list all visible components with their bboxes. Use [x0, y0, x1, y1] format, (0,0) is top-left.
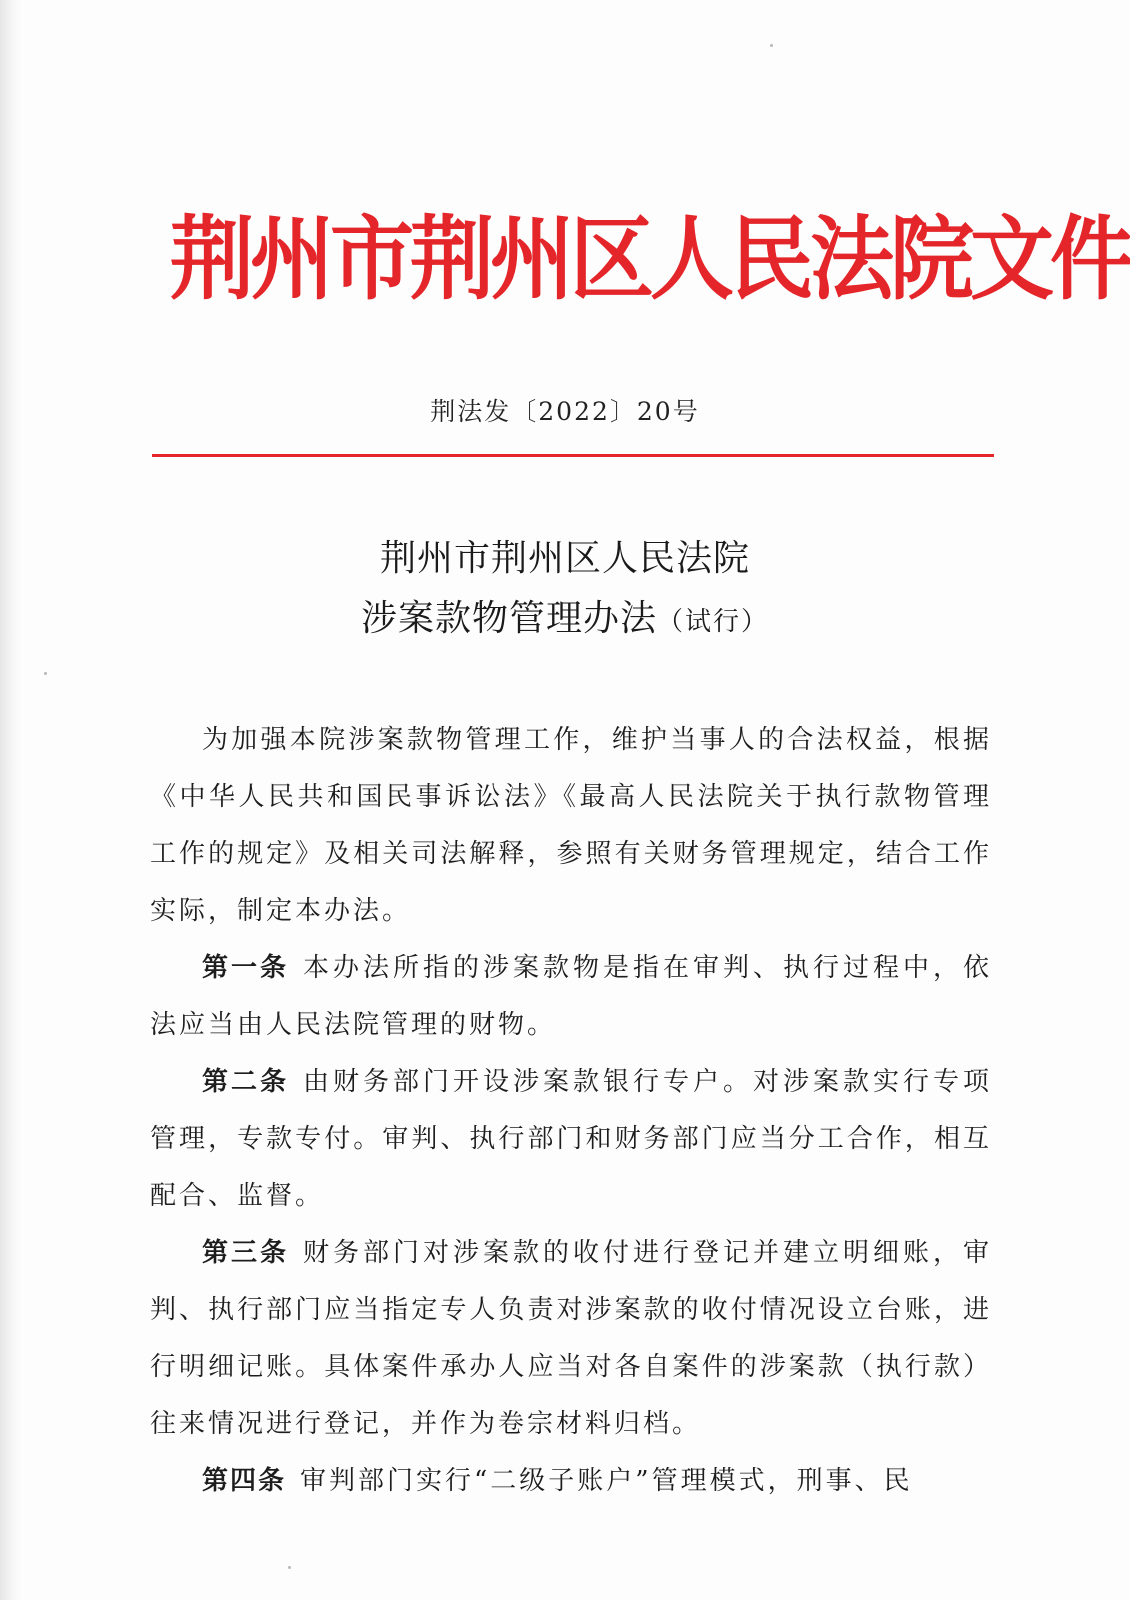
- article-2: [150, 1054, 992, 1225]
- article-text: 审判部门实行“二级子账户”管理模式，刑事、民: [300, 1466, 913, 1496]
- article-text: 由财务部门开设涉案款银行专户。对涉案款实行专项管理，专款专付。审判、执行部门和财务部门应当分工合作，相互配合、监督。: [150, 1067, 992, 1211]
- article-text: 本办法所指的涉案款物是指在审判、执行过程中，依法应当由人民法院管理的财物。: [150, 953, 992, 1040]
- article-4: [150, 1453, 992, 1510]
- document-title-suffix: （试行）: [657, 607, 770, 637]
- article-label: 第二条: [202, 1067, 289, 1097]
- document-body: [150, 712, 992, 1510]
- scan-speck: [44, 672, 47, 675]
- scan-edge: [0, 0, 22, 1600]
- article-label: 第三条: [202, 1238, 289, 1268]
- red-header-title: 荆州市荆州区人民法院文件: [170, 206, 1130, 312]
- document-title-main: 涉案款物管理办法: [360, 598, 657, 639]
- article-label: 第一条: [202, 953, 289, 983]
- article-text: 财务部门对涉案款的收付进行登记并建立明细账，审判、执行部门应当指定专人负责对涉案款的收付情况设立台账，进行明细记账。具体案件承办人应当对各自案件的涉案款（执行款）往来情况进行登记，并作为卷宗材料归档。: [150, 1238, 992, 1439]
- scan-speck: [288, 1566, 291, 1569]
- article-1: [150, 940, 992, 1054]
- scan-speck: [770, 44, 773, 47]
- document-number: 荆法发〔2022〕20号: [430, 397, 700, 426]
- intro-paragraph: 为加强本院涉案款物管理工作，维护当事人的合法权益，根据《中华人民共和国民事诉讼法》《最高人民法院关于执行款物管理工作的规定》及相关司法解释，参照有关财务管理规定，结合工作实际，制定本办法。: [150, 725, 992, 926]
- document-title-line-2: [0, 590, 1130, 641]
- red-divider-line: [152, 454, 994, 457]
- document-title-line-1: 荆州市荆州区人民法院: [379, 538, 750, 579]
- article-label: 第四条: [202, 1466, 287, 1496]
- article-3: [150, 1225, 992, 1453]
